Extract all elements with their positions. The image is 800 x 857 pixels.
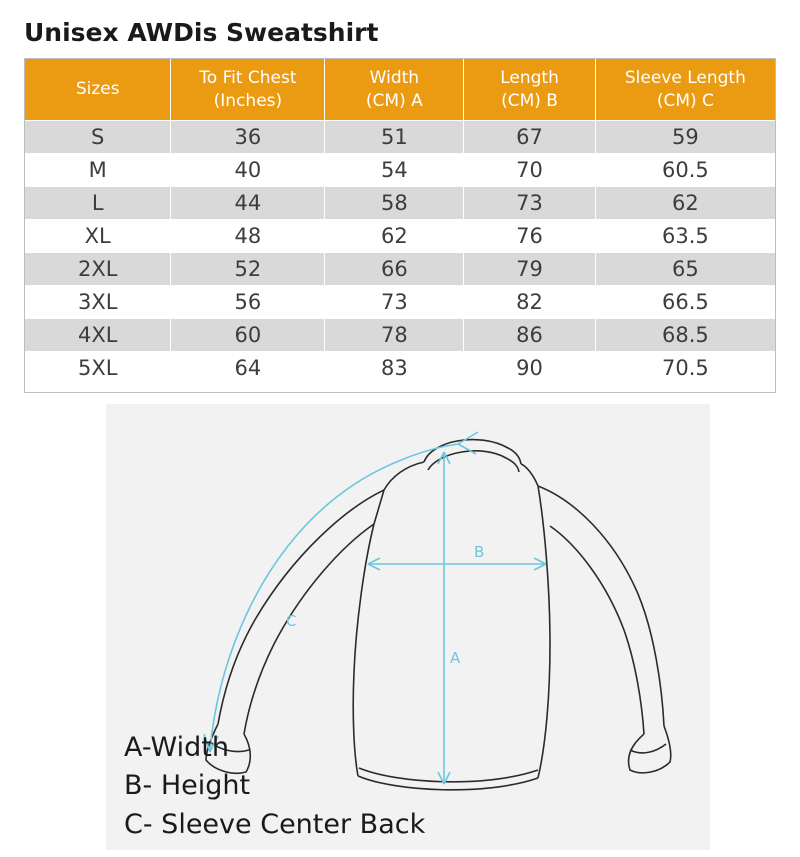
table-row xyxy=(25,121,776,154)
table-row xyxy=(25,286,776,319)
cell-width: 78 xyxy=(325,319,464,352)
table-row xyxy=(25,319,776,352)
cell-sleeve: 62 xyxy=(595,187,775,220)
column-header-line2: (Inches) xyxy=(213,90,283,111)
cell-width: 58 xyxy=(325,187,464,220)
cell-sleeve: 66.5 xyxy=(595,286,775,319)
table-body xyxy=(25,121,776,385)
cell-length: 79 xyxy=(464,253,595,286)
size-chart-table-wrapper xyxy=(24,58,776,385)
cell-width: 73 xyxy=(325,286,464,319)
column-header-line1: To Fit Chest xyxy=(199,67,297,88)
cell-chest: 48 xyxy=(171,220,325,253)
legend-item-a: A-Width xyxy=(124,732,229,764)
cell-sleeve: 68.5 xyxy=(595,319,775,352)
column-header-line1: Sleeve Length xyxy=(624,67,746,88)
table-row xyxy=(25,154,776,187)
cell-sleeve: 65 xyxy=(595,253,775,286)
cell-size: XL xyxy=(25,220,171,253)
cell-sleeve: 70.5 xyxy=(595,352,775,385)
cell-length: 82 xyxy=(464,286,595,319)
cell-size: 2XL xyxy=(25,253,171,286)
cell-width: 62 xyxy=(325,220,464,253)
cell-size: 3XL xyxy=(25,286,171,319)
cell-chest: 44 xyxy=(171,187,325,220)
table-row xyxy=(25,253,776,286)
marker-a-label: A xyxy=(450,649,461,667)
column-header-line1: Length xyxy=(500,67,559,88)
marker-b-label: B xyxy=(474,543,485,561)
table-header xyxy=(25,59,776,121)
column-header-line2: (CM) A xyxy=(365,90,423,111)
page-title: Unisex AWDis Sweatshirt xyxy=(24,18,379,47)
column-header-sizes xyxy=(25,59,171,121)
cell-length: 67 xyxy=(464,121,595,154)
cell-chest: 64 xyxy=(171,352,325,385)
cell-chest: 56 xyxy=(171,286,325,319)
cell-size: 4XL xyxy=(25,319,171,352)
legend-item-c: C- Sleeve Center Back xyxy=(124,808,426,840)
column-header-chest xyxy=(171,59,325,121)
cell-size: M xyxy=(25,154,171,187)
cell-size: L xyxy=(25,187,171,220)
cell-size: 5XL xyxy=(25,352,171,385)
table-row xyxy=(25,352,776,385)
cell-length: 70 xyxy=(464,154,595,187)
table-row xyxy=(25,220,776,253)
cell-length: 73 xyxy=(464,187,595,220)
cell-width: 54 xyxy=(325,154,464,187)
column-header-width xyxy=(325,59,464,121)
cell-sleeve: 60.5 xyxy=(595,154,775,187)
column-header-length xyxy=(464,59,595,121)
cell-length: 76 xyxy=(464,220,595,253)
cell-sleeve: 59 xyxy=(595,121,775,154)
cell-size: S xyxy=(25,121,171,154)
table-row xyxy=(25,187,776,220)
measurement-diagram xyxy=(106,404,710,850)
cell-chest: 36 xyxy=(171,121,325,154)
cell-width: 66 xyxy=(325,253,464,286)
legend-item-b: B- Height xyxy=(124,770,251,802)
cell-chest: 60 xyxy=(171,319,325,352)
table-header-row xyxy=(25,59,776,121)
cell-sleeve: 63.5 xyxy=(595,220,775,253)
column-header-sleeve-length xyxy=(595,59,775,121)
cell-length: 86 xyxy=(464,319,595,352)
cell-chest: 40 xyxy=(171,154,325,187)
diagram-legend xyxy=(124,729,425,844)
cell-width: 83 xyxy=(325,352,464,385)
column-header-line2: (CM) B xyxy=(501,90,558,111)
column-header-line2: (CM) C xyxy=(656,90,714,111)
marker-c-label: C xyxy=(286,612,297,630)
cell-chest: 52 xyxy=(171,253,325,286)
size-chart-table xyxy=(24,58,776,385)
column-header-line1: Sizes xyxy=(75,79,120,100)
cell-width: 51 xyxy=(325,121,464,154)
column-header-line1: Width xyxy=(369,67,420,88)
cell-length: 90 xyxy=(464,352,595,385)
